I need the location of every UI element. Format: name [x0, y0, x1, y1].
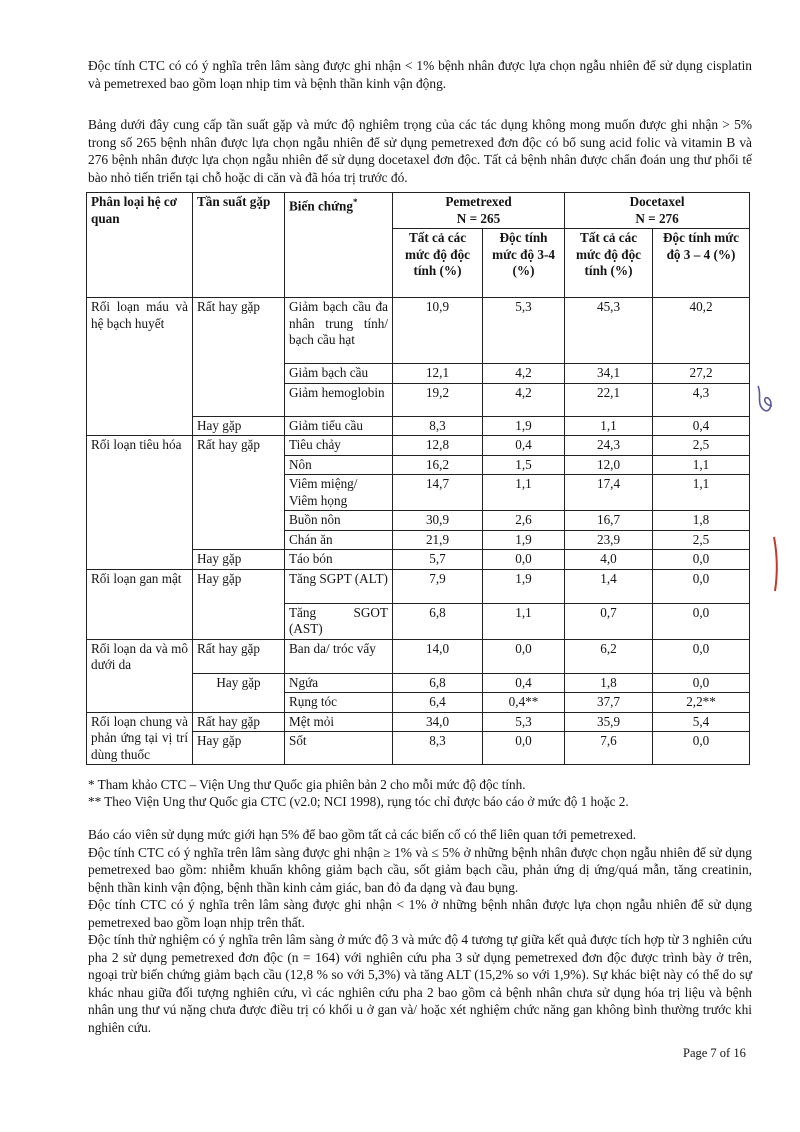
value-cell: 0,0 [653, 550, 750, 570]
value-cell: 21,9 [393, 530, 483, 550]
value-cell: 6,8 [393, 673, 483, 693]
footnote-2: ** Theo Viện Ung thư Quốc gia CTC (v2.0; NCI 1998), rụng tóc chỉ được báo cáo ở mức độ 1 hoặc 2. [88, 794, 629, 809]
value-cell: 6,4 [393, 693, 483, 713]
header-frequency: Tần suất gặp [193, 193, 285, 298]
body-paragraph-2: Độc tính CTC có ý nghĩa trên lâm sàng được ghi nhận ≥ 1% và ≤ 5% ở những bệnh nhân được chọn ngẫu nhiên để sử dụng pemetrexed bao gồm: nhiễm khuẩn không giảm bạch cầu, sốt giảm bạch cầu, phản ứng dị ứng/quá mẫn, tăng creatinin, bệnh thần kinh vận động, bệnh thần kinh cảm giác, ban đỏ đa dạng và đau bụng. [88, 844, 752, 895]
body-section [88, 826, 752, 1036]
value-cell: 7,6 [565, 732, 653, 765]
value-cell: 14,0 [393, 639, 483, 673]
value-cell: 4,0 [565, 550, 653, 570]
group-general: Rối loạn chung và phản ứng tại vị trí dùng thuốc [87, 712, 193, 765]
header-docetaxel [565, 193, 750, 229]
value-cell: 1,1 [653, 455, 750, 475]
header-docetaxel-n: N = 276 [635, 210, 679, 226]
value-cell: 1,8 [565, 673, 653, 693]
event-cell: Nôn [285, 455, 393, 475]
value-cell: 19,2 [393, 383, 483, 416]
value-cell: 0,0 [653, 673, 750, 693]
header-doc-grade-3-4: Độc tính mức độ 3 – 4 (%) [653, 229, 750, 298]
value-cell: 30,9 [393, 511, 483, 531]
body-paragraph-4: Độc tính thử nghiệm có ý nghĩa trên lâm sàng ở mức độ 3 và mức độ 4 tương tự giữa kết quả được tích hợp từ 3 nghiên cứu pha 2 sử dụng pemetrexed đơn độc (n = 164) với nghiên cứu pha 3 sử dụng pemetrexed đơn độc được trình bày ở trên, ngoại trừ biến chứng giảm bạch cầu (12,8 % so với 5,3%) và tăng ALT (15,2% so với 1,9%). Sự khác biệt này có thể do sự khác nhau giữa đối tượng nghiên cứu, vì các nghiên cứu pha 2 bao gồm cả bệnh nhân chưa sử dụng hóa trị liệu và bệnh nhân ung thư vú nặng chưa được điều trị có khối u ở gan và/ hoặc xét nghiệm chức năng gan không bình thường trước khi nghiên cứu. [88, 932, 752, 1035]
header-pemetrexed-name: Pemetrexed [445, 194, 512, 209]
value-cell: 16,2 [393, 455, 483, 475]
header-pemetrexed [393, 193, 565, 229]
event-cell: Ban da/ tróc vẩy [285, 639, 393, 673]
handwritten-mark [752, 380, 782, 420]
value-cell: 14,7 [393, 475, 483, 511]
intro-paragraph-1: Độc tính CTC có có ý nghĩa trên lâm sàng được ghi nhận < 1% bệnh nhân được lựa chọn ngẫu nhiên để sử dụng cisplatin và pemetrexed bao gồm loạn nhịp tim và bệnh thần kinh vận động. [88, 58, 752, 91]
value-cell: 10,9 [393, 298, 483, 364]
event-cell: Giảm hemoglobin [285, 383, 393, 416]
header-pemetrexed-n: N = 265 [456, 210, 501, 226]
value-cell: 2,5 [653, 436, 750, 456]
header-pem-all-grades: Tất cả các mức độ độc tính (%) [393, 229, 483, 298]
header-event-label: Biến chứng [289, 198, 353, 214]
value-cell: 17,4 [565, 475, 653, 511]
event-cell: Viêm miệng/ Viêm họng [285, 475, 393, 511]
value-cell: 7,9 [393, 569, 483, 603]
value-cell: 1,4 [565, 569, 653, 603]
value-cell: 5,4 [653, 712, 750, 732]
table-row [87, 298, 750, 364]
freq-common: Hay gặp [193, 416, 285, 436]
value-cell: 1,9 [483, 530, 565, 550]
value-cell: 1,8 [653, 511, 750, 531]
value-cell: 12,1 [393, 364, 483, 384]
value-cell: 8,3 [393, 732, 483, 765]
value-cell: 35,9 [565, 712, 653, 732]
value-cell: 1,9 [483, 416, 565, 436]
value-cell: 12,0 [565, 455, 653, 475]
group-blood: Rối loạn máu và hệ bạch huyết [87, 298, 193, 436]
group-skin: Rối loạn da và mô dưới da [87, 639, 193, 712]
freq-common: Hay gặp [193, 732, 285, 765]
value-cell: 0,7 [565, 603, 653, 639]
value-cell: 4,2 [483, 364, 565, 384]
table-row [87, 436, 750, 456]
value-cell: 0,4 [483, 673, 565, 693]
value-cell: 0,0 [653, 639, 750, 673]
value-cell: 34,0 [393, 712, 483, 732]
value-cell: 37,7 [565, 693, 653, 713]
value-cell: 0,4 [653, 416, 750, 436]
event-cell: Giảm tiểu cầu [285, 416, 393, 436]
body-paragraph-3: Độc tính CTC có ý nghĩa trên lâm sàng được ghi nhận < 1% ở những bệnh nhân được lựa chọn ngẫu nhiên để sử dụng pemetrexed bao gồm loạn nhịp trên thất. [88, 897, 752, 930]
event-cell: Sốt [285, 732, 393, 765]
value-cell: 6,8 [393, 603, 483, 639]
group-gi: Rối loạn tiêu hóa [87, 436, 193, 570]
freq-very-common: Rất hay gặp [193, 639, 285, 673]
freq-common: Hay gặp [193, 569, 285, 639]
value-cell: 1,1 [483, 475, 565, 511]
page-number: Page 7 of 16 [683, 1046, 746, 1060]
group-liver: Rối loạn gan mật [87, 569, 193, 639]
value-cell: 5,7 [393, 550, 483, 570]
value-cell: 1,1 [565, 416, 653, 436]
freq-common: Hay gặp [193, 673, 285, 712]
value-cell: 1,5 [483, 455, 565, 475]
value-cell: 5,3 [483, 298, 565, 364]
freq-very-common: Rất hay gặp [193, 298, 285, 417]
header-docetaxel-name: Docetaxel [629, 194, 685, 209]
intro-paragraph-2: Bảng dưới đây cung cấp tần suất gặp và mức độ nghiêm trọng của các tác dụng không mong muốn được ghi nhận > 5% trong số 265 bệnh nhân được lựa chọn ngẫu nhiên để sử dụng pemetrexed đơn độc có bổ sung acid folic và vitamin B và 276 bệnh nhân được lựa chọn ngẫu nhiên để sử dụng docetaxel đơn độc. Tất cả bệnh nhân được chẩn đoán ung thư phổi tế bào nhỏ tiến triển tại chỗ hoặc di căn và đã hóa trị trước đó. [88, 117, 752, 185]
event-cell: Giảm bạch cầu đa nhân trung tính/ bạch cầu hạt [285, 298, 393, 364]
event-cell: Mệt mỏi [285, 712, 393, 732]
value-cell: 5,3 [483, 712, 565, 732]
freq-common: Hay gặp [193, 550, 285, 570]
adverse-events-table [86, 192, 750, 765]
value-cell: 45,3 [565, 298, 653, 364]
event-cell: Rụng tóc [285, 693, 393, 713]
value-cell: 1,1 [653, 475, 750, 511]
footnote-1: * Tham khảo CTC – Viện Ung thư Quốc gia phiên bản 2 cho mỗi mức độ độc tính. [88, 777, 526, 792]
value-cell: 12,8 [393, 436, 483, 456]
value-cell: 0,0 [653, 569, 750, 603]
table-row [87, 639, 750, 673]
header-organ-class: Phân loại hệ cơ quan [87, 193, 193, 298]
value-cell: 23,9 [565, 530, 653, 550]
event-cell: Giảm bạch cầu [285, 364, 393, 384]
value-cell: 0,0 [483, 550, 565, 570]
value-cell: 2,5 [653, 530, 750, 550]
value-cell: 8,3 [393, 416, 483, 436]
freq-very-common: Rất hay gặp [193, 712, 285, 732]
value-cell: 2,2** [653, 693, 750, 713]
value-cell: 0,4 [483, 436, 565, 456]
event-cell: Tăng SGPT (ALT) [285, 569, 393, 603]
header-event-mark: * [352, 197, 358, 207]
value-cell: 34,1 [565, 364, 653, 384]
event-cell: Chán ăn [285, 530, 393, 550]
value-cell: 0,4** [483, 693, 565, 713]
value-cell: 1,1 [483, 603, 565, 639]
table-row [87, 569, 750, 603]
header-event [285, 193, 393, 298]
event-cell: Ngứa [285, 673, 393, 693]
table-row [87, 712, 750, 732]
value-cell: 0,0 [483, 639, 565, 673]
red-margin-mark [768, 535, 782, 595]
header-pem-grade-3-4: Độc tính mức độ 3-4 (%) [483, 229, 565, 298]
body-paragraph-1: Báo cáo viên sử dụng mức giới hạn 5% để bao gồm tất cả các biến cố có thể liên quan tới pemetrexed. [88, 827, 637, 842]
value-cell: 0,0 [653, 603, 750, 639]
table-header-row-1 [87, 193, 750, 229]
value-cell: 27,2 [653, 364, 750, 384]
event-cell: Buồn nôn [285, 511, 393, 531]
event-cell: Tiêu chảy [285, 436, 393, 456]
value-cell: 16,7 [565, 511, 653, 531]
value-cell: 22,1 [565, 383, 653, 416]
event-cell: Tăng SGOT (AST) [285, 603, 393, 639]
value-cell: 4,2 [483, 383, 565, 416]
value-cell: 6,2 [565, 639, 653, 673]
value-cell: 0,0 [653, 732, 750, 765]
value-cell: 0,0 [483, 732, 565, 765]
event-cell: Táo bón [285, 550, 393, 570]
value-cell: 24,3 [565, 436, 653, 456]
freq-very-common: Rất hay gặp [193, 436, 285, 550]
value-cell: 2,6 [483, 511, 565, 531]
header-doc-all-grades: Tất cả các mức độ độc tính (%) [565, 229, 653, 298]
value-cell: 1,9 [483, 569, 565, 603]
value-cell: 40,2 [653, 298, 750, 364]
value-cell: 4,3 [653, 383, 750, 416]
